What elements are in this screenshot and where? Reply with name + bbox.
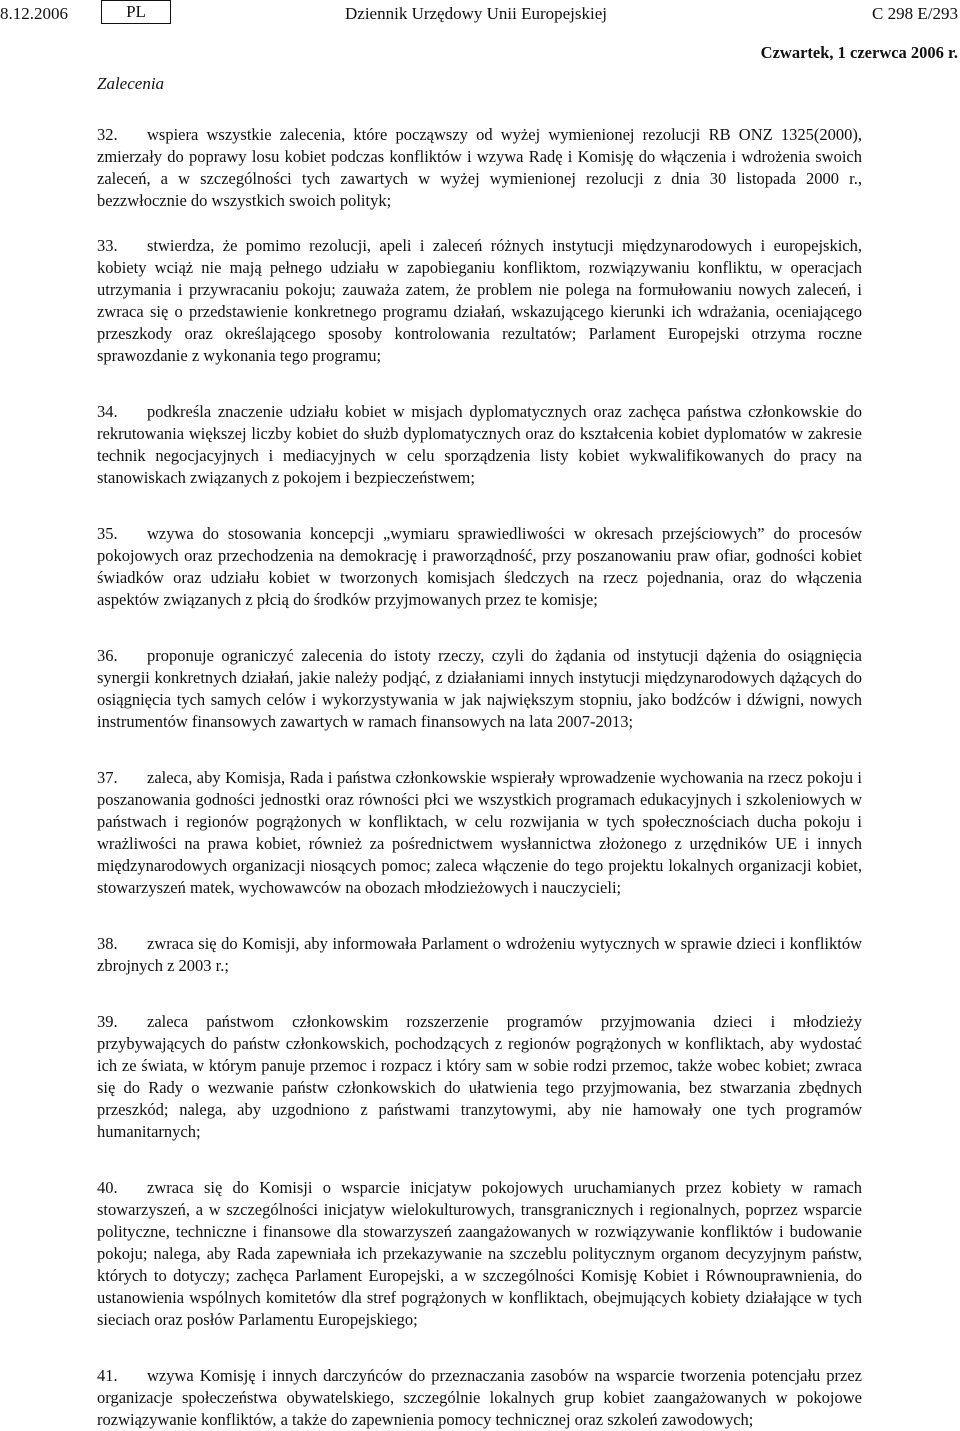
paragraph-text: stwierdza, że pomimo rezolucji, apeli i zaleceń różnych instytucji międzynarodowych i europejskich, kobiety wciąż nie mają pełnego udziału w zapobieganiu konfliktom, rozwiązywaniu konfliktu, w operacjach utrzymania i przywracaniu pokoju; zauważa zatem, że problem nie polega na formułowaniu nowych zaleceń, i zwraca się o przedstawienie konkretnego programu działań, wskazującego kierunki ich wdrażania, oceniającego przeszkody oraz określającego sposoby kontrolowania rezultatów; Parlament Europejski otrzyma roczne sprawozdanie z wykonania tego programu; [97,236,862,365]
paragraph-number: 35. [97,524,118,543]
paragraph-number: 40. [97,1178,118,1197]
journal-reference: C 298 E/293 [872,4,958,23]
paragraph-33 [97,235,862,367]
paragraph-text: zwraca się do Komisji, aby informowała Parlament o wdrożeniu wytycznych w sprawie dzieci i konfliktów zbrojnych z 2003 r.; [97,934,862,975]
paragraph-38 [97,933,862,977]
paragraph-number: 38. [97,934,118,953]
paragraph-34 [97,401,862,489]
paragraph-text: zaleca państwom członkowskim rozszerzenie programów przyjmowania dzieci i młodzieży przybywających do państw członkowskich, pochodzących z regionów pogrążonych w konfliktach, aby wydostać ich ze świata, w którym panuje przemoc i rozpacz i który sam w sobie rodzi przemoc, także wobec kobiet; zwraca się do Rady o wezwanie państw członkowskich do ułatwienia tego przyjmowania, bez stwarzania zbędnych przeszkód; nalega, aby uzgodniono z państwami tranzytowymi, aby nie hamowały one tych programów humanitarnych; [97,1012,862,1141]
paragraph-number: 37. [97,768,118,787]
language-code: PL [101,0,171,24]
paragraph-41 [97,1365,862,1431]
paragraph-text: wzywa do stosowania koncepcji „wymiaru sprawiedliwości w okresach przejściowych” do procesów pokojowych oraz przechodzenia na demokrację i praworządność, przy poszanowaniu praw ofiar, godności kobiet świadków oraz udziału kobiet w tworzonych komisjach śledczych na rzecz pojednania, oraz do włączenia aspektów związanych z płcią do środków przyjmowanych przez te komisje; [97,524,862,609]
paragraph-32 [97,124,862,212]
paragraph-40 [97,1177,862,1331]
paragraph-number: 36. [97,646,118,665]
sitting-date: Czwartek, 1 czerwca 2006 r. [760,43,958,62]
paragraph-35 [97,523,862,611]
paragraph-text: wspiera wszystkie zalecenia, które począwszy od wyżej wymienionej rezolucji RB ONZ 1325(2000), zmierzały do poprawy losu kobiet podczas konfliktów i wzywa Radę i Komisję do włączenia i wdrożenia swoich zaleceń, a w szczególności tych zawartych w wyżej wymienionej rezolucji z dnia 30 listopada 2000 r., bezzwłocznie do wszystkich swoich polityk; [97,125,862,210]
paragraph-number: 32. [97,125,118,144]
document-body [97,124,862,1431]
paragraph-number: 41. [97,1366,118,1385]
paragraph-number: 33. [97,236,118,255]
paragraph-36 [97,645,862,733]
publication-date: 8.12.2006 [0,4,68,23]
journal-title: Dziennik Urzędowy Unii Europejskiej [345,4,608,23]
paragraph-text: zwraca się do Komisji o wsparcie inicjatyw pokojowych uruchamianych przez kobiety w ramach stowarzyszeń, a w szczególności inicjatyw wielokulturowych, transgranicznych i regionalnych, poprzez wsparcie polityczne, techniczne i finansowe dla stowarzyszeń zaangażowanych w rozwiązywanie konfliktów i budowanie pokoju; nalega, aby Rada zapewniała ich przekazywanie na szczeblu politycznym organom decyzyjnym państw, których to dotyczy; zachęca Parlament Europejski, a w szczególności Komisję Kobiet i Równouprawnienia, do ustanowienia wspólnych komitetów dla stref pogrążonych w konfliktach, obejmujących kobiety działające w tych sieciach oraz posłów Parlamentu Europejskiego; [97,1178,862,1329]
paragraph-39 [97,1011,862,1143]
page-header [0,0,960,26]
paragraph-number: 39. [97,1012,118,1031]
paragraph-37 [97,767,862,899]
paragraph-text: wzywa Komisję i innych darczyńców do przeznaczania zasobów na wsparcie tworzenia potencjału przez organizacje społeczeństwa obywatelskiego, szczególnie lokalnych grup kobiet zaangażowanych w pokojowe rozwiązywanie konfliktów, a także do zapewnienia pomocy technicznej oraz szkoleń zawodowych; [97,1366,862,1429]
section-title: Zalecenia [97,74,165,93]
paragraph-text: podkreśla znaczenie udziału kobiet w misjach dyplomatycznych oraz zachęca państwa członkowskie do rekrutowania większej liczby kobiet do służb dyplomatycznych oraz do kształcenia kobiet dyplomatów w zakresie technik negocjacyjnych i mediacyjnych w celu sporządzenia listy kobiet wykwalifikowanych do pracy na stanowiskach związanych z pokojem i bezpieczeństwem; [97,402,862,487]
paragraph-text: zaleca, aby Komisja, Rada i państwa członkowskie wspierały wprowadzenie wychowania na rzecz pokoju i poszanowania godności jednostki oraz równości płci we wszystkich programach edukacyjnych i szkoleniowych w państwach i regionów pogrążonych w konfliktach, w celu rozwijania w tych społecznościach ducha pokoju i wrażliwości na prawa kobiet, również za pośrednictwem wysłannictwa złożonego z urzędników UE i innych międzynarodowych organizacji niosących pomoc; zaleca włączenie do tego projektu lokalnych organizacji kobiet, stowarzyszeń matek, wychowawców na obozach młodzieżowych i nauczycieli; [97,768,862,897]
paragraph-text: proponuje ograniczyć zalecenia do istoty rzeczy, czyli do żądania od instytucji dążenia do osiągnięcia synergii konkretnych działań, jakie należy podjąć, z działaniami innych instytucji międzynarodowych dążących do osiągnięcia tych samych celów i wykorzystywania w jak największym stopniu, jako bodźców i dźwigni, nowych instrumentów finansowych zawartych w ramach finansowych na lata 2007-2013; [97,646,862,731]
paragraph-number: 34. [97,402,118,421]
